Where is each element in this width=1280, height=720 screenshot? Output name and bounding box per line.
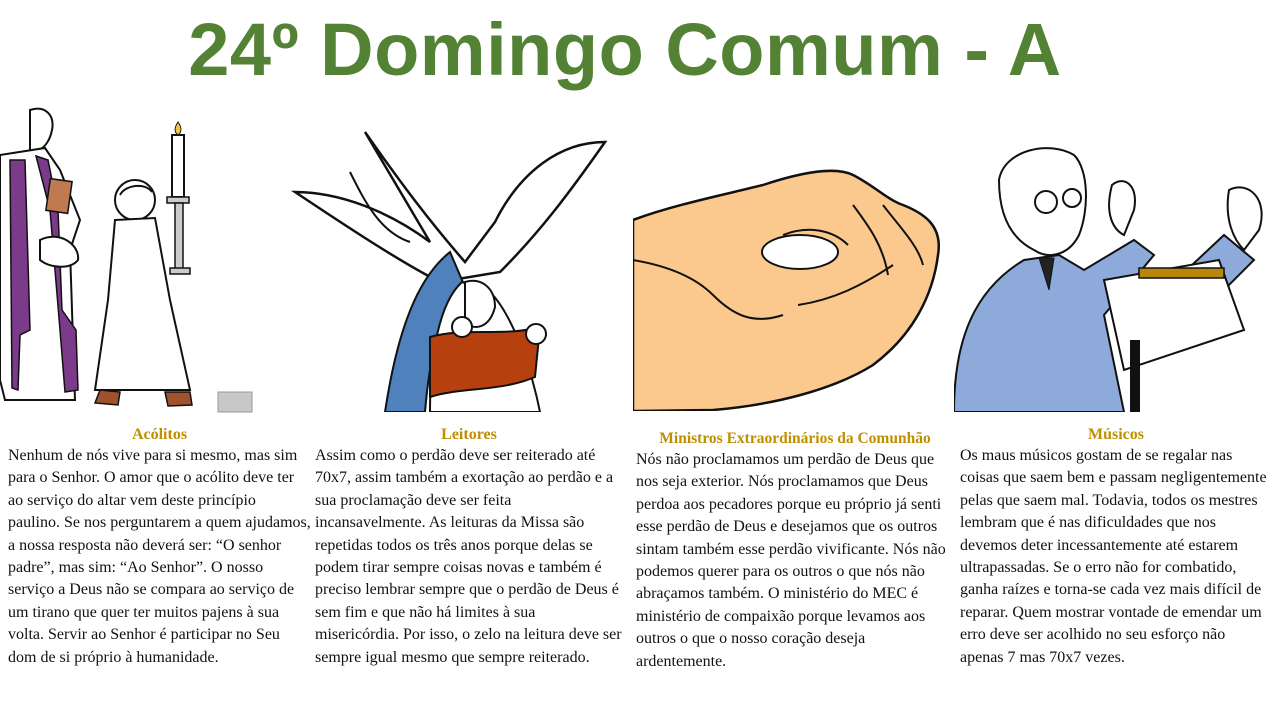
section-heading: Acólitos	[131, 426, 188, 443]
page-title: 24º Domingo Comum - A	[188, 8, 1062, 91]
section-leitores	[315, 424, 623, 669]
section-heading: Leitores	[441, 426, 497, 443]
section-text: Os maus músicos gostam de se regalar nas coisas que saem bem e passam negligentemente pelas que saem mal. Todavia, todos os mestres lembram que é nas dificuldades que nos devemos deter incessantemente até estarem ultrapassadas. Se o erro não for combatido, ganha raízes e torna-se cada vez mais difícil de reparar. Quem mostrar vontade de emendar um erro deve ser acolhido no seu esforço não apenas 7 mas 70x7 vezes.	[960, 447, 1267, 666]
hands-with-host-illustration	[633, 165, 945, 411]
section-heading: Ministros Extraordinários da Comunhão	[659, 430, 931, 447]
section-musicos	[960, 424, 1272, 669]
section-acolitos	[8, 424, 311, 669]
section-ministros	[636, 428, 954, 673]
section-heading: Músicos	[1088, 426, 1144, 443]
section-text: Assim como o perdão deve ser reiterado até 70x7, assim também a exortação ao perdão e a sua proclamação deve ser feita incansavelmente. As leituras da Missa são repetidas todos os três anos porque delas se podem tirar sempre coisas novas e também é preciso lembrar sempre que o perdão de Deus é sem fim e que não há limites à sua misericórdia. Por isso, o zelo na leitura deve ser sempre igual mesmo que sempre reiterado.	[315, 447, 622, 666]
priest-and-acolyte-illustration	[0, 100, 255, 416]
conductor-illustration	[954, 140, 1280, 412]
section-text: Nós não proclamamos um perdão de Deus que nos seja exterior. Nós proclamamos que Deus perdoa aos pecadores porque eu próprio já senti esse perdão de Deus e desejamos que os outros sintam também esse perdão vivificante. Nós não podemos querer para os outros o que nós não abraçamos também. O ministério do MEC é ministério de compaixão porque levamos aos outros o que o nosso coração deseja ardentemente.	[636, 451, 946, 670]
section-text: Nenhum de nós vive para si mesmo, mas sim para o Senhor. O amor que o acólito deve ter ao serviço do altar vem deste princípio paulino. Se nos perguntarem a quem ajudamos, a nossa resposta não deverá ser: “O senhor padre”, mas sim: “Ao Senhor”. O nosso serviço a Deus não se compara ao serviço de um tirano que quer ter muitos pajens à sua volta. Servir ao Senhor é participar no Seu dom de si próprio à humanidade.	[8, 447, 311, 666]
dove-and-reader-illustration	[290, 112, 610, 412]
